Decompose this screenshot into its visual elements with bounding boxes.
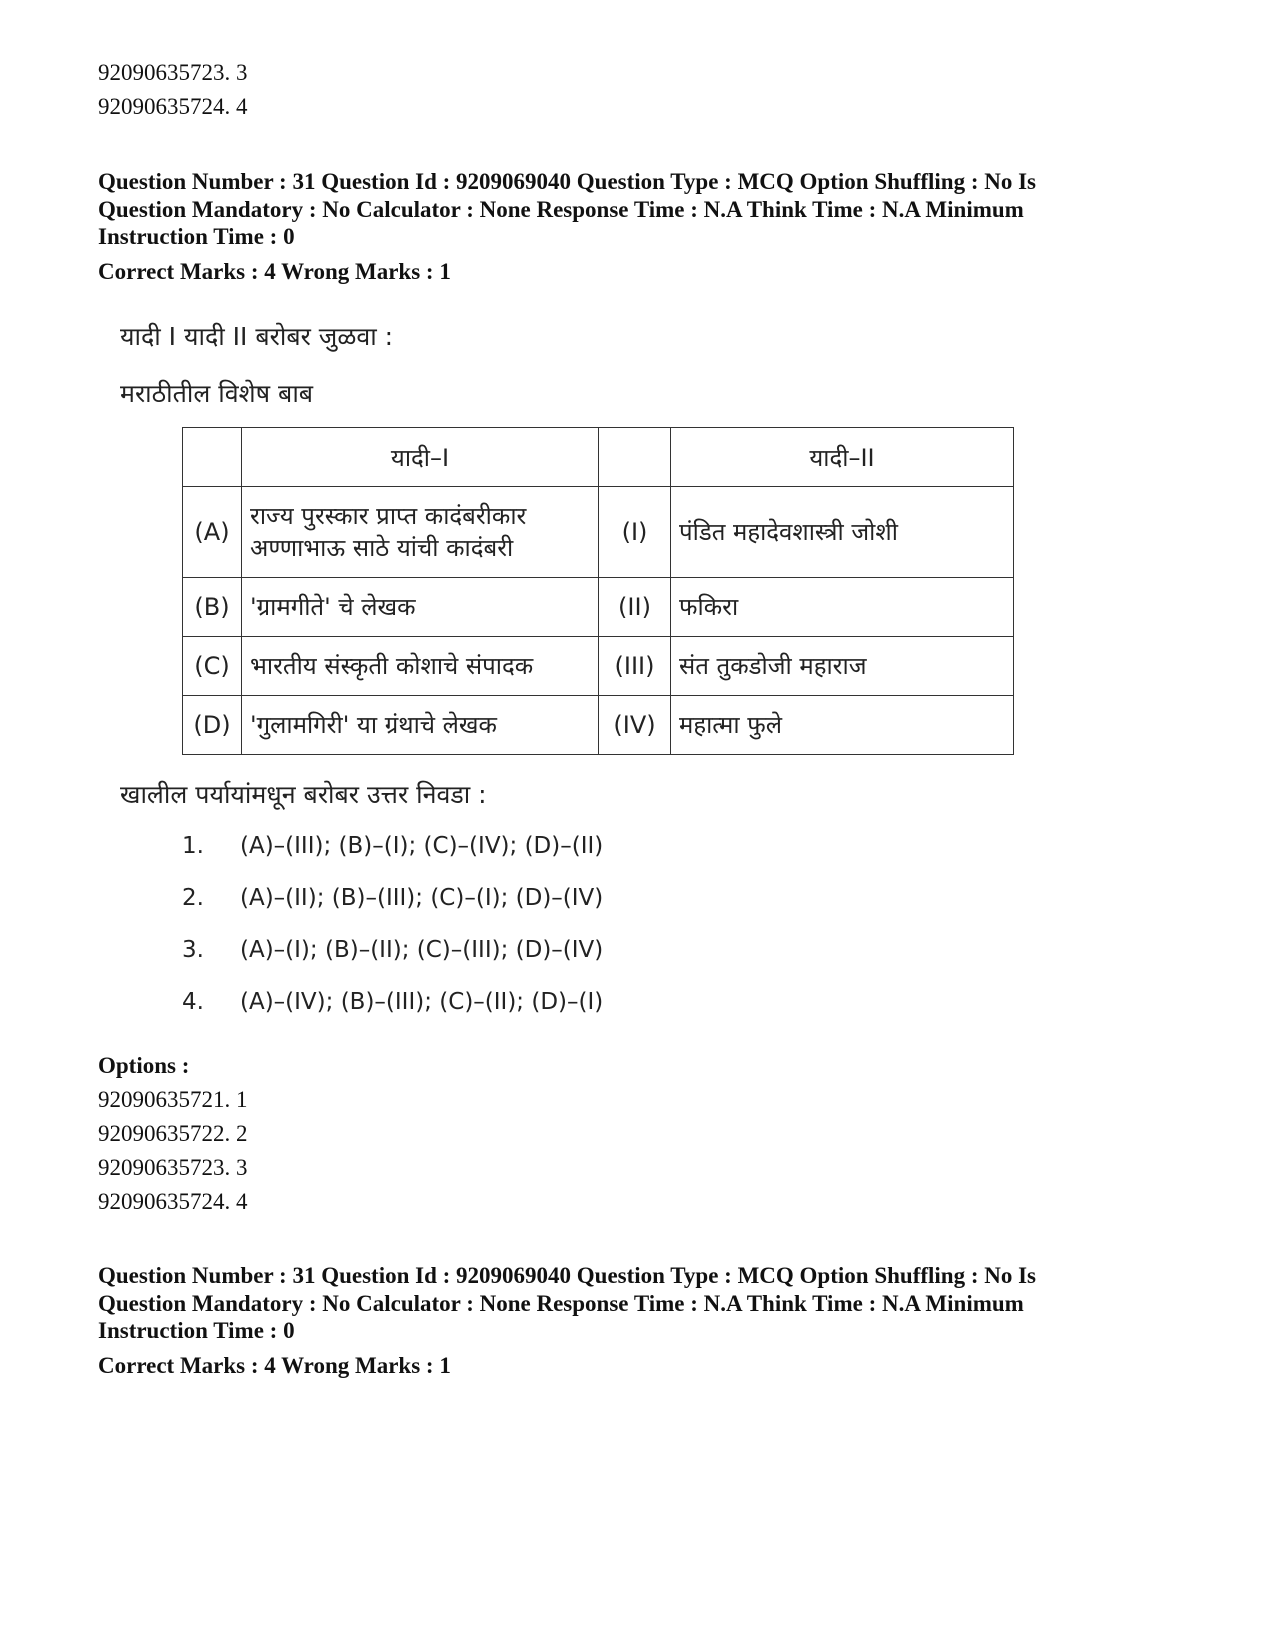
choice-number: 1. — [182, 833, 204, 859]
header-empty-cell-1 — [183, 428, 242, 487]
question-header — [98, 168, 1198, 251]
choice-number: 3. — [182, 937, 204, 963]
table-row — [183, 637, 1014, 696]
option-item: 92090635721. 1 — [98, 1087, 248, 1112]
choice-number: 4. — [182, 989, 204, 1015]
choose-prompt: खालील पर्यायांमधून बरोबर उत्तर निवडा : — [120, 780, 487, 809]
row-label: (C) — [183, 637, 242, 696]
prev-option-4: 92090635724. 4 — [98, 94, 248, 119]
header-empty-cell-2 — [599, 428, 671, 487]
option-item: 92090635722. 2 — [98, 1121, 248, 1146]
row-match: फकिरा — [671, 578, 1014, 637]
row-item: 'ग्रामगीते' चे लेखक — [242, 578, 599, 637]
next-question-header-line-1: Question Number : 31 Question Id : 9209069040 Question Type : MCQ Option Shuffling : No Is — [98, 1263, 1037, 1288]
header-list-1: यादी–I — [242, 428, 599, 487]
choice-text: (A)–(III); (B)–(I); (C)–(IV); (D)–(II) — [240, 833, 604, 859]
row-number: (II) — [599, 578, 671, 637]
choice-text: (A)–(IV); (B)–(III); (C)–(II); (D)–(I) — [240, 989, 604, 1015]
table-row — [183, 578, 1014, 637]
choice-item — [182, 937, 603, 963]
match-table-header — [183, 428, 1014, 487]
choice-text: (A)–(II); (B)–(III); (C)–(I); (D)–(IV) — [240, 885, 604, 911]
option-item: 92090635724. 4 — [98, 1189, 248, 1214]
row-number: (III) — [599, 637, 671, 696]
row-match: पंडित महादेवशास्त्री जोशी — [671, 487, 1014, 578]
options-label: Options : — [98, 1053, 190, 1078]
row-item: 'गुलामगिरी' या ग्रंथाचे लेखक — [242, 696, 599, 755]
row-number: (IV) — [599, 696, 671, 755]
row-label: (A) — [183, 487, 242, 578]
row-match: महात्मा फुले — [671, 696, 1014, 755]
header-list-2: यादी–II — [671, 428, 1014, 487]
next-question-header — [98, 1262, 1198, 1345]
row-item: भारतीय संस्कृती कोशाचे संपादक — [242, 637, 599, 696]
row-match: संत तुकडोजी महाराज — [671, 637, 1014, 696]
row-label: (D) — [183, 696, 242, 755]
choice-item — [182, 885, 603, 911]
question-header-line-1: Question Number : 31 Question Id : 9209069040 Question Type : MCQ Option Shuffling : No Is — [98, 169, 1037, 194]
prev-option-3: 92090635723. 3 — [98, 60, 248, 85]
next-question-marks: Correct Marks : 4 Wrong Marks : 1 — [98, 1353, 451, 1378]
question-subtitle: मराठीतील विशेष बाब — [120, 379, 314, 408]
table-row — [183, 696, 1014, 755]
question-marks: Correct Marks : 4 Wrong Marks : 1 — [98, 259, 451, 284]
table-row — [183, 487, 1014, 578]
question-header-line-2: Question Mandatory : No Calculator : None Response Time : N.A Think Time : N.A Minimum — [98, 196, 1024, 222]
choice-text: (A)–(I); (B)–(II); (C)–(III); (D)–(IV) — [240, 937, 604, 963]
choice-number: 2. — [182, 885, 204, 911]
question-instruction: यादी I यादी II बरोबर जुळवा : — [120, 322, 394, 351]
row-label: (B) — [183, 578, 242, 637]
choice-item — [182, 833, 603, 859]
match-table — [182, 427, 1014, 755]
next-question-header-line-2: Question Mandatory : No Calculator : None Response Time : N.A Think Time : N.A Minimum — [98, 1290, 1024, 1316]
question-header-line-3: Instruction Time : 0 — [98, 224, 295, 249]
row-item: राज्य पुरस्कार प्राप्त कादंबरीकार अण्णाभाऊ साठे यांची कादंबरी — [242, 487, 599, 578]
row-number: (I) — [599, 487, 671, 578]
next-question-header-line-3: Instruction Time : 0 — [98, 1318, 295, 1343]
choice-item — [182, 989, 603, 1015]
option-item: 92090635723. 3 — [98, 1155, 248, 1180]
